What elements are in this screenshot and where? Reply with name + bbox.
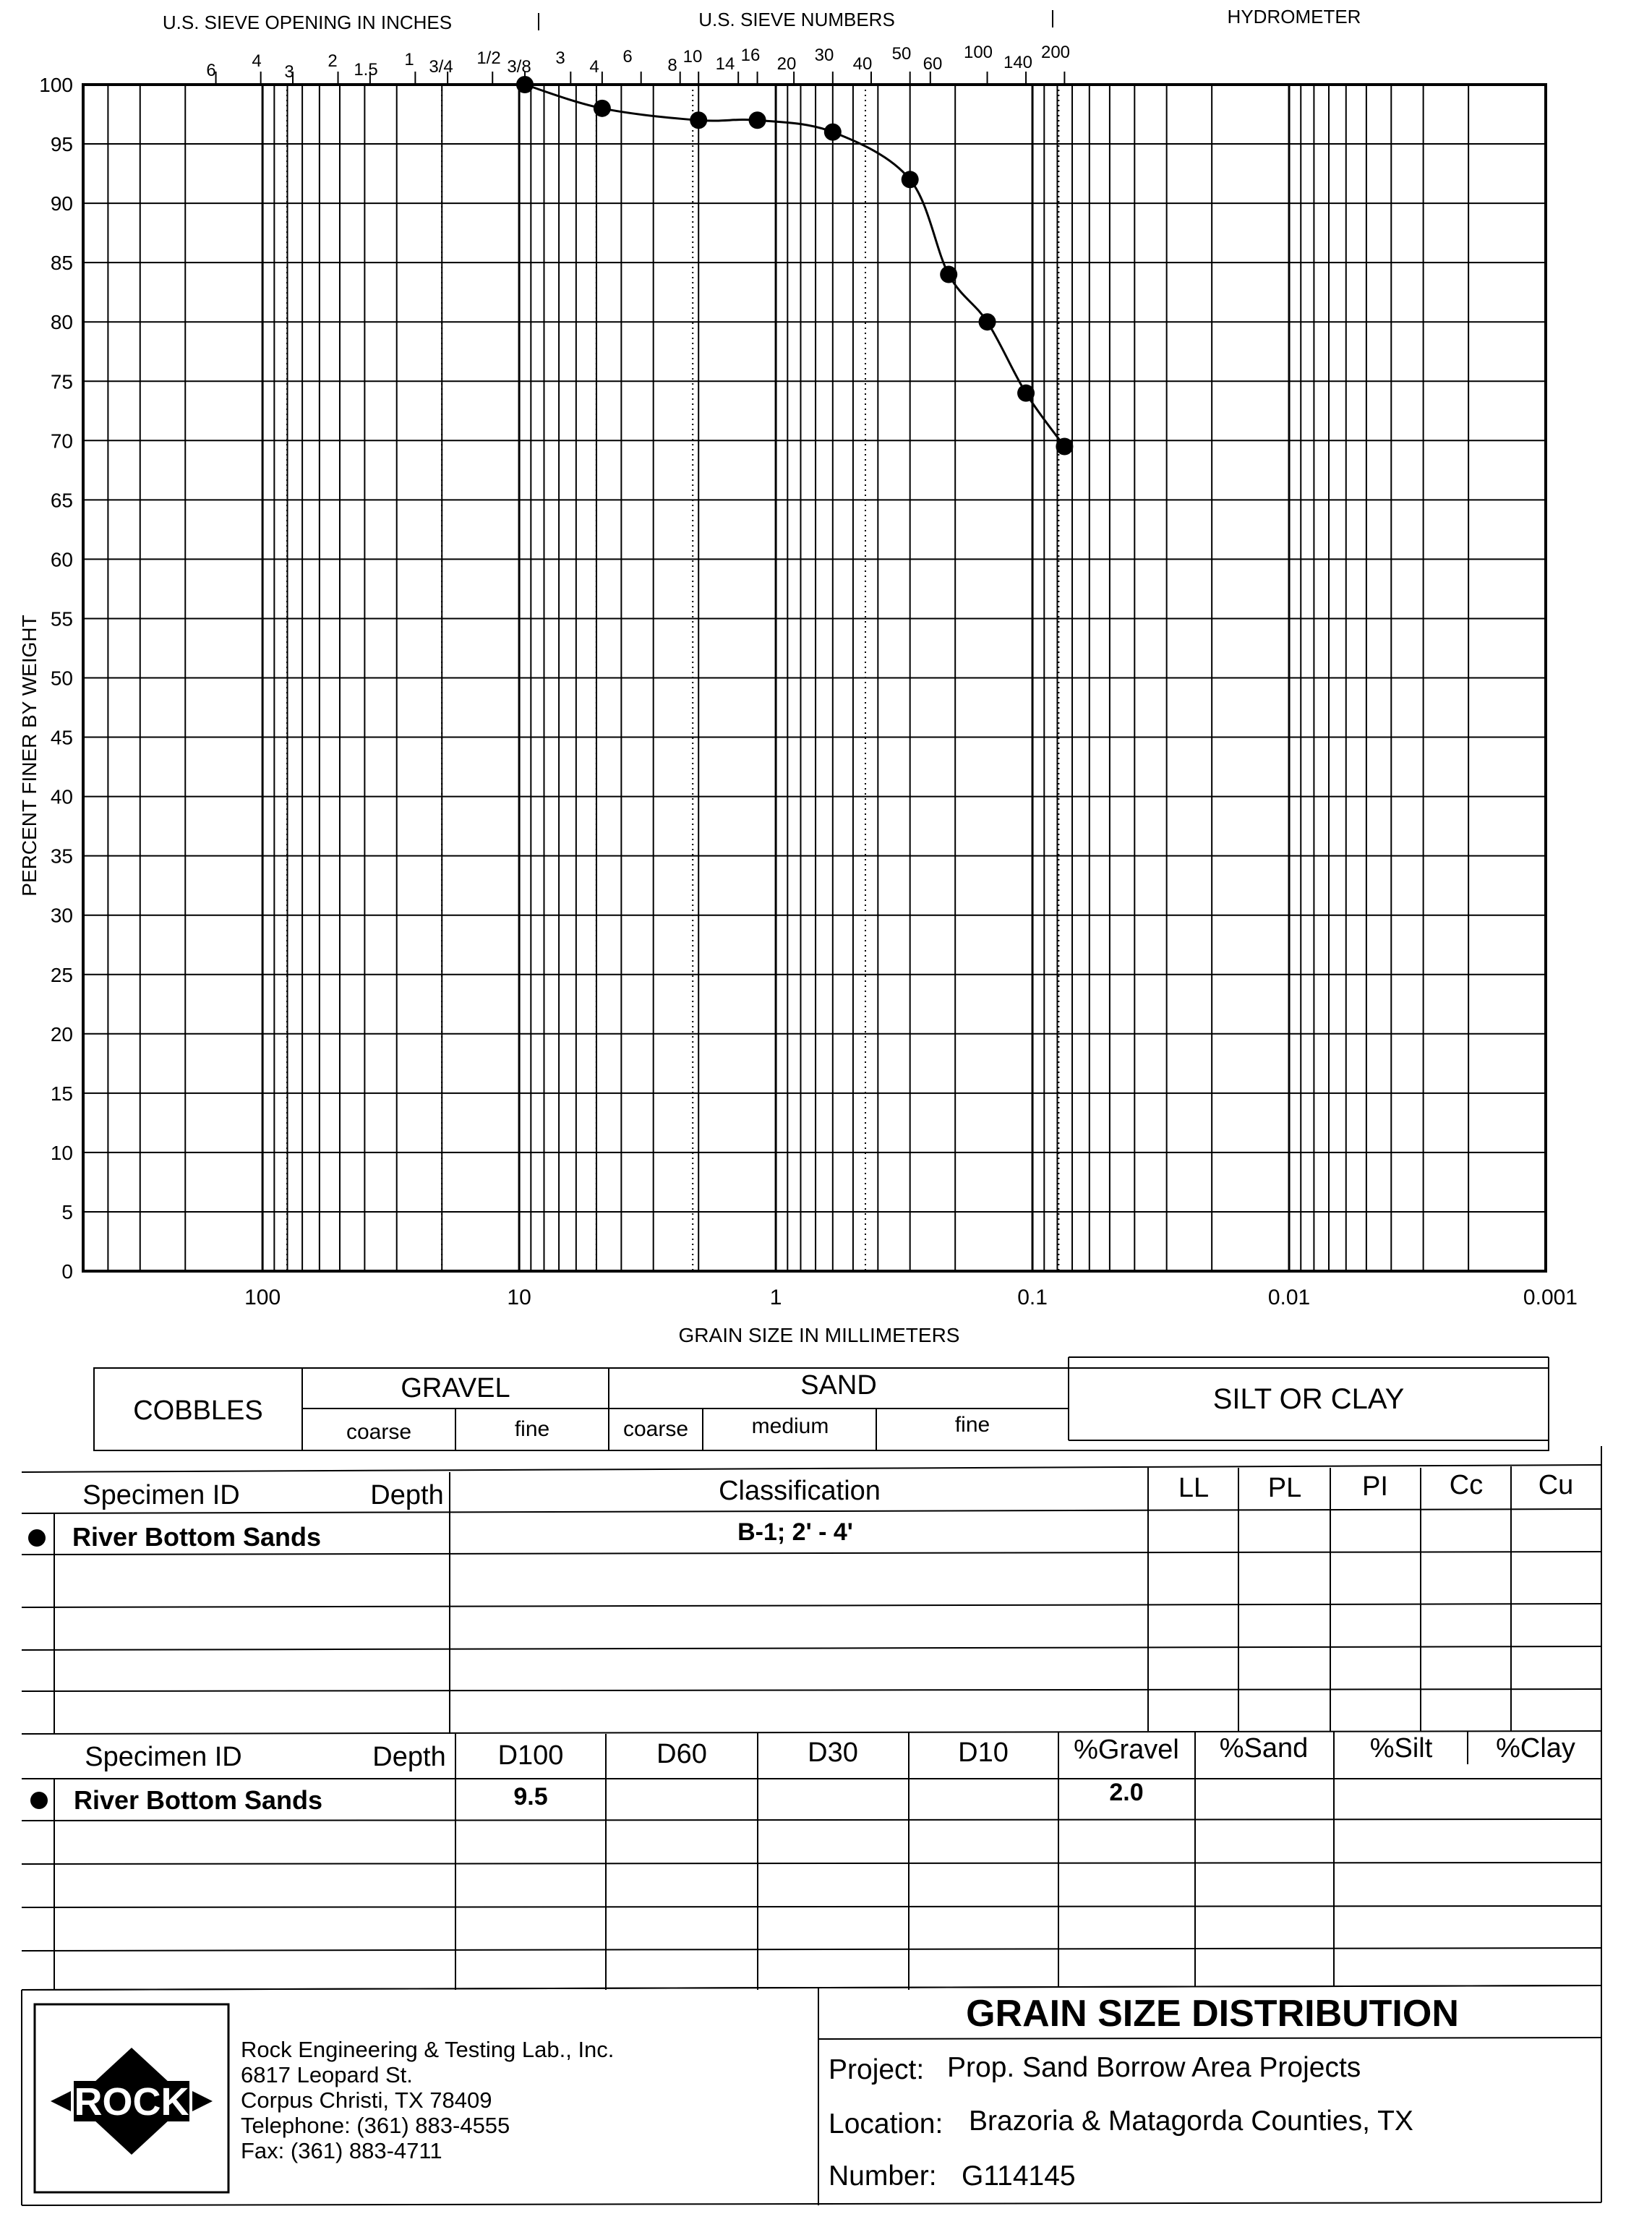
sieve-tick-label: 14 (715, 54, 735, 74)
x-tick-label: 0.1 (1017, 1286, 1048, 1309)
y-tick-label: 75 (50, 370, 73, 393)
y-tick-label: 25 (50, 963, 73, 986)
hydrometer-label: HYDROMETER (1227, 6, 1361, 27)
gravel-coarse-label: coarse (346, 1420, 412, 1444)
sieve-tick-label: 3 (555, 48, 565, 68)
location-label: Location: (829, 2108, 943, 2140)
t1-header-pl: PL (1267, 1473, 1302, 1503)
sieve-tick-label: 20 (776, 54, 797, 74)
data-point (824, 124, 842, 141)
y-tick-label: 90 (50, 192, 73, 215)
data-point (690, 111, 707, 129)
sieve-tick-label: 50 (891, 44, 912, 64)
company-telephone: Telephone: (361) 883-4555 (241, 2113, 510, 2138)
y-tick-label: 40 (50, 785, 73, 808)
sieve-tick-label: 1.5 (354, 60, 378, 80)
sieve-tick-label: 2 (328, 51, 338, 71)
company-address: 6817 Leopard St. (241, 2062, 413, 2087)
y-tick-label: 35 (50, 845, 73, 868)
project-label: Project: (829, 2054, 925, 2085)
t1-header-depth: Depth (370, 1480, 444, 1510)
sieve-inches-label: U.S. SIEVE OPENING IN INCHES (162, 12, 453, 33)
t1-header-cu: Cu (1538, 1470, 1574, 1500)
y-tick-label: 15 (50, 1082, 73, 1105)
gravel-fine-label: fine (514, 1417, 550, 1441)
t2-header-d60: D60 (656, 1739, 707, 1769)
company-city: Corpus Christi, TX 78409 (241, 2087, 492, 2113)
y-tick-label: 30 (50, 904, 73, 927)
y-tick-label: 50 (50, 667, 73, 690)
sieve-tick-label: 4 (252, 51, 262, 71)
sieve-tick-label: 200 (1040, 43, 1071, 62)
t2-row1-specimen: River Bottom Sands (74, 1785, 323, 1815)
data-point (516, 76, 534, 93)
cobbles-label: COBBLES (133, 1395, 263, 1426)
sieve-tick-label: 1 (404, 50, 414, 69)
number-value: G114145 (962, 2160, 1076, 2192)
sand-label: SAND (800, 1370, 877, 1401)
t2-header-silt: %Silt (1369, 1733, 1433, 1764)
sieve-tick-label: 40 (852, 54, 873, 74)
data-point (979, 313, 996, 330)
t1-row1-specimen: River Bottom Sands (72, 1522, 322, 1552)
chart-marks (516, 76, 1073, 456)
sieve-tick-label: 1/2 (476, 48, 501, 68)
y-tick-label: 60 (50, 548, 73, 571)
y-tick-label: 10 (50, 1141, 73, 1164)
y-tick-label: 100 (39, 74, 73, 96)
location-value: Brazoria & Matagorda Counties, TX (969, 2106, 1413, 2137)
t2-header-clay: %Clay (1496, 1733, 1575, 1764)
t2-header-sand: %Sand (1219, 1733, 1309, 1764)
t1-header-ll: LL (1178, 1473, 1210, 1503)
t2-header-depth: Depth (372, 1742, 446, 1772)
data-point (594, 100, 611, 117)
x-tick-label: 0.001 (1523, 1286, 1578, 1309)
x-tick-label: 100 (244, 1286, 281, 1309)
rock-logo (51, 2048, 213, 2155)
x-axis-title: GRAIN SIZE IN MILLIMETERS (678, 1324, 960, 1346)
y-tick-label: 85 (50, 252, 73, 275)
number-label: Number: (829, 2160, 937, 2192)
t2-row1-gravel: 2.0 (1109, 1779, 1144, 1806)
plot-area (39, 72, 1578, 1309)
series-line (525, 85, 1064, 447)
sieve-tick-label: 16 (740, 46, 761, 65)
x-tick-label: 1 (769, 1286, 782, 1309)
sieve-tick-label: 8 (667, 56, 677, 75)
t2-header-gravel: %Gravel (1074, 1735, 1179, 1765)
y-tick-label: 5 (61, 1200, 73, 1223)
sand-fine-label: fine (954, 1413, 990, 1437)
sieve-tick-label: 3 (284, 62, 294, 82)
t1-header-classification: Classification (719, 1476, 881, 1506)
logo-text: ROCK (74, 2080, 189, 2124)
y-tick-label: 70 (50, 429, 73, 453)
sieve-tick-label: 6 (622, 47, 633, 67)
silt-clay-label: SILT OR CLAY (1212, 1383, 1405, 1415)
t2-row1-d100: 9.5 (513, 1783, 548, 1811)
y-tick-label: 55 (50, 607, 73, 631)
sieve-tick-label: 10 (682, 47, 703, 67)
sieve-tick-label: 140 (1003, 53, 1033, 72)
gradation-table (22, 1731, 1601, 1990)
report-title: GRAIN SIZE DISTRIBUTION (966, 1993, 1459, 2035)
t2-header-specimen: Specimen ID (85, 1742, 242, 1772)
company-fax: Fax: (361) 883-4711 (241, 2138, 442, 2163)
project-value: Prop. Sand Borrow Area Projects (947, 2052, 1361, 2083)
y-tick-label: 0 (61, 1260, 73, 1283)
data-point (1056, 438, 1073, 456)
t2-header-d10: D10 (958, 1737, 1009, 1768)
sieve-tick-label: 100 (963, 43, 993, 62)
t1-header-cc: Cc (1449, 1470, 1484, 1500)
data-point (902, 171, 919, 188)
x-tick-label: 0.01 (1267, 1286, 1311, 1309)
x-tick-label: 10 (507, 1286, 531, 1309)
t2-header-d30: D30 (808, 1737, 858, 1768)
y-tick-label: 95 (50, 133, 73, 156)
data-point (749, 111, 766, 129)
t1-row-marker (28, 1529, 46, 1547)
sieve-tick-label: 30 (814, 46, 834, 65)
y-tick-label: 45 (50, 726, 73, 749)
t1-header-pi: PI (1362, 1471, 1388, 1502)
t2-row-marker (30, 1792, 48, 1809)
company-name: Rock Engineering & Testing Lab., Inc. (241, 2037, 615, 2062)
data-point (1017, 385, 1035, 402)
sieve-numbers-label: U.S. SIEVE NUMBERS (698, 9, 895, 30)
y-tick-label: 80 (50, 311, 73, 334)
sieve-tick-label: 60 (923, 54, 943, 74)
sieve-tick-label: 4 (589, 57, 599, 77)
y-axis-title: PERCENT FINER BY WEIGHT (18, 615, 40, 897)
y-tick-label: 65 (50, 489, 73, 512)
sieve-tick-label: 3/4 (429, 57, 453, 77)
sieve-tick-label: 6 (206, 61, 216, 80)
t1-header-specimen: Specimen ID (82, 1480, 240, 1510)
data-point (940, 266, 957, 283)
t2-header-d100: D100 (497, 1740, 564, 1771)
t1-row1-classification: B-1; 2' - 4' (737, 1518, 853, 1546)
sand-medium-label: medium (751, 1414, 829, 1438)
sand-coarse-label: coarse (622, 1417, 689, 1441)
y-tick-label: 20 (50, 1022, 73, 1046)
sieve-tick-label: 3/8 (507, 57, 531, 77)
gravel-label: GRAVEL (401, 1373, 510, 1403)
